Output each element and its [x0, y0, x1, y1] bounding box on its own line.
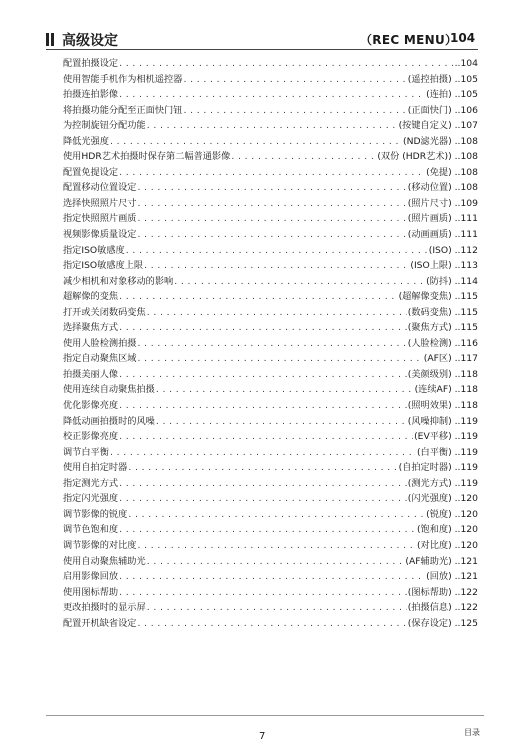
toc-entry[interactable] — [63, 522, 478, 538]
toc-leader-dots — [110, 445, 416, 461]
toc-entry-page: (人脸检测) ..116 — [407, 337, 478, 349]
toc-entry-title: 使用智能手机作为相机遥控器 — [63, 73, 183, 85]
toc-leader-dots — [147, 600, 407, 616]
toc-entry[interactable] — [63, 616, 478, 632]
toc-entry[interactable] — [63, 336, 478, 352]
toc-leader-dots — [138, 336, 407, 352]
toc-leader-dots — [144, 258, 409, 274]
header-page-number: 104 — [450, 31, 476, 45]
toc-entry[interactable] — [63, 398, 478, 414]
toc-leader-dots — [147, 554, 405, 570]
toc-entry[interactable] — [63, 569, 478, 585]
toc-entry-title: 使用人脸检测拍摄 — [63, 337, 137, 349]
toc-entry-title: 优化影像亮度 — [63, 400, 119, 412]
toc-entry-title: 拍摄连拍影像 — [63, 89, 119, 101]
toc-leader-dots — [119, 289, 397, 305]
toc-entry-page: (照片尺寸) ..109 — [407, 197, 478, 209]
toc-entry-page: (动画画质) ..111 — [407, 229, 478, 241]
section-marker-icon — [46, 33, 56, 46]
toc-entry-page: (美颜级别) ..118 — [407, 368, 478, 380]
toc-entry-title: 配置开机缺省设定 — [63, 617, 137, 629]
toc-entry-page: ..104 — [454, 58, 478, 69]
toc-entry-page: (饱和度) ..120 — [416, 524, 478, 536]
toc-entry-page: (回放) ..121 — [426, 571, 478, 583]
toc-entry-page: (保存设定) ..125 — [407, 617, 478, 629]
toc-entry[interactable] — [63, 305, 478, 321]
toc-entry-title: 调节影像的锐度 — [63, 508, 128, 520]
toc-leader-dots — [110, 134, 402, 150]
toc-entry-title: 选择聚焦方式 — [63, 322, 119, 334]
toc-entry-title: 指定ISO敏感度 — [63, 244, 125, 256]
toc-entry-page: (照明效果) ..118 — [407, 400, 478, 412]
section-label: （REC MENU） — [360, 33, 458, 47]
toc-entry-page: (对比度) ..120 — [416, 539, 478, 551]
toc-entry-title: 拍摄美丽人像 — [63, 368, 119, 380]
toc-entry[interactable] — [63, 600, 478, 616]
toc-entry-page: (正面快门) ..106 — [407, 104, 478, 116]
toc-leader-dots — [119, 87, 425, 103]
toc-leader-dots — [119, 398, 407, 414]
toc-entry-page: (AF辅助光) ..121 — [405, 555, 478, 567]
toc-leader-dots — [119, 491, 407, 507]
toc-leader-dots — [138, 351, 423, 367]
toc-entry-title: 指定快照照片画质 — [63, 213, 137, 225]
toc-entry[interactable] — [63, 72, 478, 88]
toc-entry-title: 使用连续自动聚焦拍摄 — [63, 384, 155, 396]
toc-entry-title: 校正影像亮度 — [63, 431, 119, 443]
toc-entry-title: 指定闪光强度 — [63, 493, 119, 505]
toc-entry-title: 调节影像的对比度 — [63, 539, 137, 551]
toc-entry[interactable] — [63, 382, 478, 398]
toc-entry-page: (超解像变焦) ..115 — [398, 291, 478, 303]
toc-entry[interactable] — [63, 460, 478, 476]
toc-leader-dots — [147, 118, 398, 134]
toc-leader-dots — [138, 196, 407, 212]
toc-entry[interactable] — [63, 351, 478, 367]
toc-entry-page: (风噪抑制) ..119 — [407, 415, 478, 427]
toc-entry-page: (遥控拍摄) ..105 — [407, 73, 478, 85]
toc-entry-page: (连续AF) ..118 — [414, 384, 478, 396]
toc-leader-dots — [119, 367, 407, 383]
toc-entry-page: (聚焦方式) ..115 — [407, 322, 478, 334]
toc-entry[interactable] — [63, 87, 478, 103]
toc-leader-dots — [119, 569, 425, 585]
toc-entry-title: 使用HDR艺术拍摄时保存第二幅普通影像 — [63, 151, 231, 163]
toc-entry-title: 更改拍摄时的显示屏 — [63, 602, 146, 614]
toc-leader-dots — [119, 429, 413, 445]
toc-entry[interactable] — [63, 429, 478, 445]
toc-entry-title: 调节色饱和度 — [63, 524, 119, 536]
toc-entry-title: 减少相机和对象移动的影响 — [63, 275, 174, 287]
toc-entry-page: (连拍) ..105 — [426, 89, 478, 101]
toc-entry-page: (拍摄信息) ..122 — [407, 602, 478, 614]
toc-entry[interactable] — [63, 414, 478, 430]
toc-entry-title: 视频影像质量设定 — [63, 229, 137, 241]
header-divider — [46, 49, 478, 50]
toc-entry-title: 降低光强度 — [63, 135, 109, 147]
page-header — [0, 0, 530, 52]
toc-entry[interactable] — [63, 554, 478, 570]
toc-leader-dots — [138, 616, 407, 632]
toc-entry[interactable] — [63, 320, 478, 336]
toc-entry-page: (防抖) ..114 — [426, 275, 478, 287]
toc-entry-title: 打开或关闭数码变焦 — [63, 306, 146, 318]
toc-entry-title: 指定测光方式 — [63, 477, 119, 489]
toc-leader-dots — [119, 320, 407, 336]
toc-leader-dots — [119, 56, 453, 72]
toc-entry[interactable] — [63, 149, 478, 165]
footer-label: 目录 — [464, 728, 480, 737]
toc-entry[interactable] — [63, 445, 478, 461]
toc-entry[interactable] — [63, 211, 478, 227]
toc-entry-title: 启用影像回放 — [63, 571, 119, 583]
toc-entry[interactable] — [63, 538, 478, 554]
toc-entry-page: (自拍定时器) ..119 — [398, 462, 478, 474]
toc-leader-dots — [231, 149, 376, 165]
toc-entry[interactable] — [63, 180, 478, 196]
toc-entry-title: 使用自拍定时器 — [63, 462, 128, 474]
toc-entry[interactable] — [63, 274, 478, 290]
toc-leader-dots — [119, 165, 425, 181]
toc-entry[interactable] — [63, 103, 478, 119]
toc-entry-title: 使用自动聚焦辅助光 — [63, 555, 146, 567]
toc-leader-dots — [156, 382, 414, 398]
toc-leader-dots — [119, 585, 407, 601]
toc-leader-dots — [147, 305, 407, 321]
toc-leader-dots — [174, 274, 425, 290]
toc-entry-page: (ND滤光器) ..108 — [403, 135, 478, 147]
toc-leader-dots — [183, 103, 406, 119]
toc-entry-title: 超解像的变焦 — [63, 291, 119, 303]
toc-entry-title: 选择快照照片尺寸 — [63, 197, 137, 209]
toc-leader-dots — [126, 243, 428, 259]
toc-leader-dots — [138, 180, 407, 196]
toc-entry[interactable] — [63, 491, 478, 507]
toc-entry[interactable] — [63, 134, 478, 150]
toc-entry-page: (测光方式) ..119 — [407, 477, 478, 489]
toc-entry-page: (ISO) ..112 — [428, 244, 478, 256]
toc-entry-page: (按键自定义) ..107 — [398, 120, 478, 132]
toc-entry[interactable] — [63, 227, 478, 243]
toc-entry[interactable] — [63, 585, 478, 601]
toc-leader-dots — [128, 507, 425, 523]
toc-leader-dots — [119, 476, 407, 492]
toc-entry-title: 降低动画拍摄时的风噪 — [63, 415, 155, 427]
toc-entry[interactable] — [63, 196, 478, 212]
toc-entry[interactable] — [63, 165, 478, 181]
toc-entry-title: 使用图标帮助 — [63, 586, 119, 598]
page-title: 高级设定 — [62, 33, 118, 49]
toc-entry-page: (锐度) ..120 — [426, 508, 478, 520]
toc-entry[interactable] — [63, 118, 478, 134]
footer-divider — [46, 715, 484, 716]
toc-entry-page: (移动位置) ..108 — [407, 182, 478, 194]
toc-entry-page: (免提) ..108 — [426, 166, 478, 178]
toc-leader-dots — [138, 227, 407, 243]
toc-entry-page: (白平衡) ..119 — [416, 446, 478, 458]
toc-entry-title: 配置移动位置设定 — [63, 182, 137, 194]
toc-entry[interactable] — [63, 56, 478, 72]
toc-entry-title: 指定ISO敏感度上限 — [63, 260, 144, 272]
toc-entry[interactable] — [63, 243, 478, 259]
toc-entry-page: (闪光强度) ..120 — [407, 493, 478, 505]
table-of-contents — [63, 56, 478, 631]
toc-entry-page: (数码变焦) ..115 — [407, 306, 478, 318]
toc-leader-dots — [119, 522, 416, 538]
toc-entry-page: (AF区) ..117 — [423, 353, 478, 365]
toc-entry-page: (图标帮助) ..122 — [407, 586, 478, 598]
toc-entry-title: 将拍摄功能分配至正面快门钮 — [63, 104, 183, 116]
toc-entry[interactable] — [63, 507, 478, 523]
toc-leader-dots — [128, 460, 397, 476]
toc-leader-dots — [138, 538, 416, 554]
toc-leader-dots — [138, 211, 407, 227]
toc-leader-dots — [156, 414, 407, 430]
toc-entry-title: 指定自动聚焦区域 — [63, 353, 137, 365]
toc-entry-title: 为控制旋钮分配功能 — [63, 120, 146, 132]
toc-entry-page: (ISO上限) ..113 — [410, 260, 478, 272]
toc-entry[interactable] — [63, 289, 478, 305]
toc-entry[interactable] — [63, 258, 478, 274]
toc-entry-page: (双份 (HDR艺术)) ..108 — [377, 151, 478, 163]
toc-leader-dots — [183, 72, 406, 88]
toc-entry[interactable] — [63, 476, 478, 492]
toc-entry-title: 配置免提设定 — [63, 166, 119, 178]
toc-entry[interactable] — [63, 367, 478, 383]
toc-entry-title: 调节白平衡 — [63, 446, 109, 458]
toc-entry-title: 配置拍摄设定 — [63, 58, 119, 69]
toc-entry-page: (EV平移) ..119 — [414, 431, 478, 443]
toc-entry-page: (照片画质) ..111 — [407, 213, 478, 225]
footer-page-number: 7 — [259, 731, 266, 742]
